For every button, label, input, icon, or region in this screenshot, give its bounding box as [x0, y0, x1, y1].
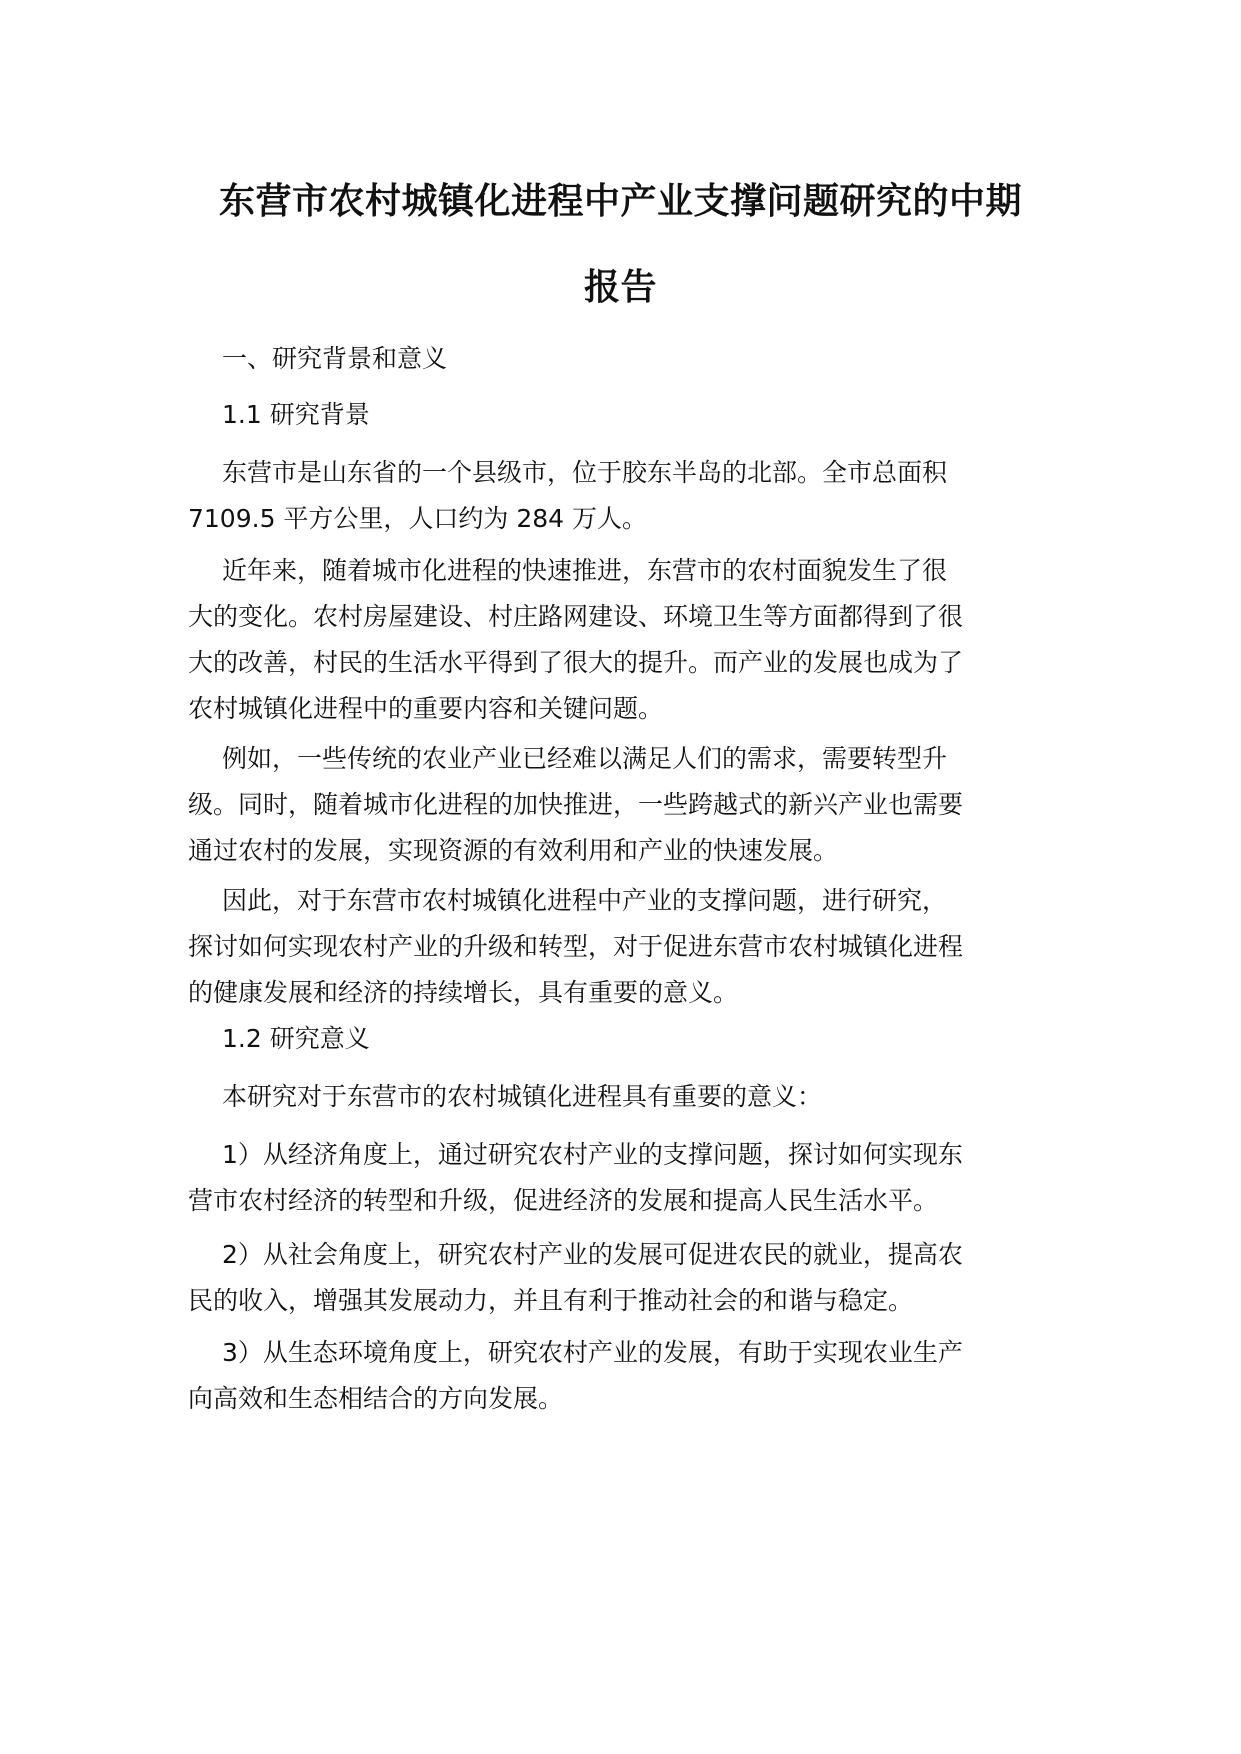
subsection-heading: 1.1 研究背景: [222, 400, 370, 429]
text-line: 3）从生态环境角度上，研究农村产业的发展，有助于实现农业生产: [222, 1338, 963, 1367]
text-line: 民的收入，增强其发展动力，并且有利于推动社会的和谐与稳定。: [188, 1286, 914, 1315]
text-line: 例如，一些传统的农业产业已经难以满足人们的需求，需要转型升: [222, 744, 948, 773]
text-line: 探讨如何实现农村产业的升级和转型，对于促进东营市农村城镇化进程: [188, 932, 964, 961]
text-line: 大的改善，村民的生活水平得到了很大的提升。而产业的发展也成为了: [188, 648, 964, 677]
text-line: 农村城镇化进程中的重要内容和关键问题。: [188, 694, 664, 723]
text-line: 向高效和生态相结合的方向发展。: [188, 1384, 564, 1413]
text-line: 因此，对于东营市农村城镇化进程中产业的支撑问题，进行研究，: [222, 886, 948, 915]
text-line: 1）从经济角度上，通过研究农村产业的支撑问题，探讨如何实现东: [222, 1140, 963, 1169]
paragraph: [188, 1232, 1048, 1324]
text-line: 通过农村的发展，实现资源的有效利用和产业的快速发展。: [188, 836, 839, 865]
paragraph: [188, 450, 1048, 542]
text-line: 的健康发展和经济的持续增长，具有重要的意义。: [188, 978, 739, 1007]
text-line: 2）从社会角度上，研究农村产业的发展可促进农民的就业，提高农: [222, 1240, 963, 1269]
paragraph: [188, 736, 1048, 874]
paragraph: [188, 548, 1048, 732]
paragraph: [188, 878, 1048, 1016]
document-title-line-1: 东营市农村城镇化进程中产业支撑问题研究的中期: [218, 181, 1022, 222]
text-line: 大的变化。农村房屋建设、村庄路网建设、环境卫生等方面都得到了很: [188, 602, 964, 631]
paragraph: [188, 1132, 1048, 1224]
text-line: 营市农村经济的转型和升级，促进经济的发展和提高人民生活水平。: [188, 1186, 939, 1215]
section-heading: 一、研究背景和意义: [222, 344, 448, 373]
document-title-line-2: 报告: [583, 267, 657, 308]
text-line: 东营市是山东省的一个县级市，位于胶东半岛的北部。全市总面积: [222, 458, 948, 487]
text-line: 级。同时，随着城市化进程的加快推进，一些跨越式的新兴产业也需要: [188, 790, 964, 819]
text-line: 7109.5 平方公里，人口约为 284 万人。: [188, 504, 648, 533]
paragraph: [188, 1330, 1048, 1422]
paragraph: 本研究对于东营市的农村城镇化进程具有重要的意义：: [222, 1082, 823, 1111]
text-line: 近年来，随着城市化进程的快速推进，东营市的农村面貌发生了很: [222, 556, 948, 585]
subsection-heading: 1.2 研究意义: [222, 1024, 370, 1053]
